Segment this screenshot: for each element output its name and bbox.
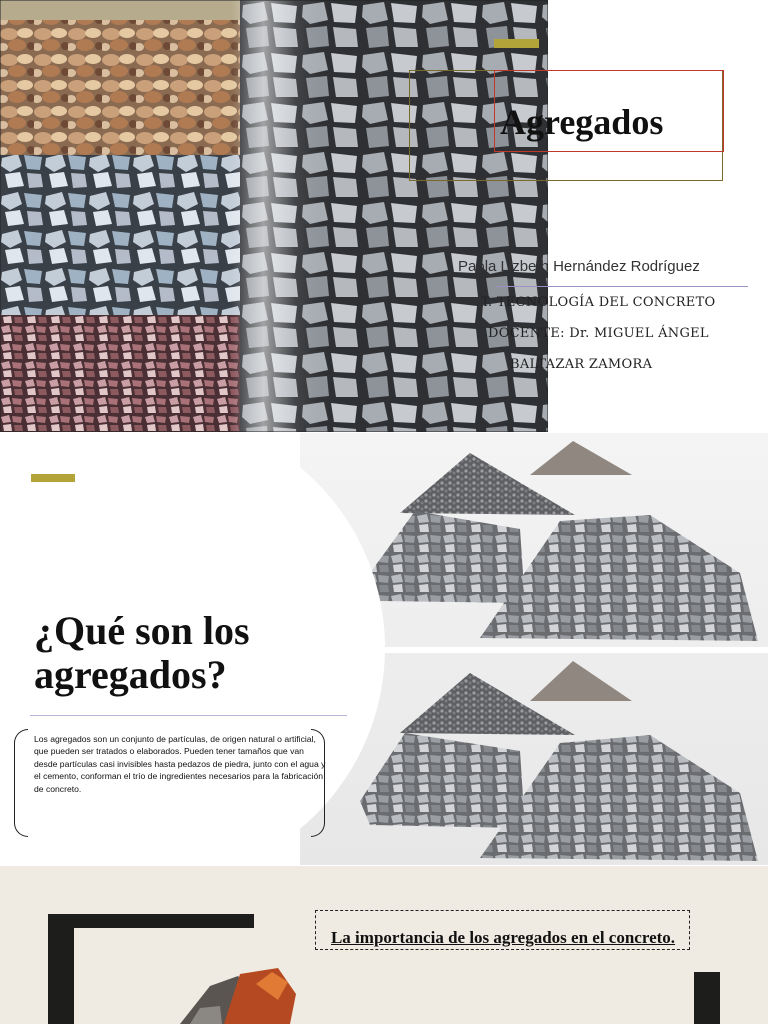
author-name: Paola Lizbeth Hernández Rodríguez [458, 258, 700, 275]
teacher-name-line: BALTAZAR ZAMORA [510, 357, 653, 372]
teacher-line: DOCENTE: Dr. MIGUEL ÁNGEL [488, 326, 709, 341]
rock-sample-image [160, 964, 300, 1024]
slide-definition [0, 433, 768, 865]
frame-corner-left [48, 914, 74, 1024]
left-bracket [14, 729, 28, 837]
aggregate-photo-collage [0, 0, 548, 432]
accent-bar [31, 474, 75, 482]
slide-title [0, 0, 768, 432]
definition-title-line2: agregados? [34, 652, 227, 697]
definition-title-line1: ¿Qué son los [34, 608, 250, 653]
frame-corner-right [694, 972, 720, 1024]
frame-corner-top [48, 914, 254, 928]
definition-body: Los agregados son un conjunto de partículas, de origen natural o artificial, que pueden ser tratados o elaborados. Pueden tener tamaños que van desde partículas casi invisibles hasta pedazos de piedra, junto con el agua y el cemento, conforman el trío de ingredientes necesarios para la fabricación de concreto. [34, 734, 326, 794]
slide-title-text: Agregados [500, 102, 664, 142]
divider-line [495, 286, 748, 287]
divider-line [30, 715, 347, 716]
course-line: T. TECNOLOGÍA DEL CONCRETO [481, 295, 716, 310]
accent-bar [494, 39, 539, 48]
definition-title [34, 609, 250, 697]
importance-title: La importancia de los agregados en el concreto. [330, 928, 676, 947]
slide-importance [0, 866, 768, 1024]
